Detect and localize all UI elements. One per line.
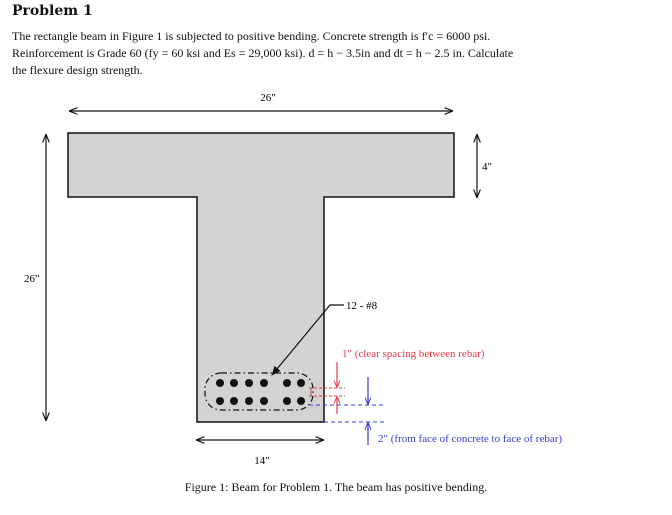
web-width-label: 14" <box>254 455 270 467</box>
rebar <box>216 379 224 387</box>
rebar <box>216 397 224 405</box>
rebar <box>283 397 291 405</box>
flange-width-label: 26" <box>260 92 276 104</box>
statement-line-3: the flexure design strength. <box>12 63 143 77</box>
rebar <box>230 379 238 387</box>
statement-line-1: The rectangle beam in Figure 1 is subjected to positive bending. Concrete strength is f′c = 6000 psi. <box>12 29 491 43</box>
figure-caption: Figure 1: Beam for Problem 1. The beam has positive bending. <box>184 480 488 494</box>
cover-label: 2" (from face of concrete to face of rebar) <box>378 433 563 445</box>
rebar <box>260 379 268 387</box>
problem-title: Problem 1 <box>12 3 93 19</box>
rebar <box>297 379 305 387</box>
rebar <box>297 397 305 405</box>
rebar-label: 12 - #8 <box>346 300 378 312</box>
rebar <box>260 397 268 405</box>
total-height-label: 26" <box>24 273 40 285</box>
rebar <box>245 379 253 387</box>
rebar <box>283 379 291 387</box>
clear-spacing-label: 1" (clear spacing between rebar) <box>342 348 485 360</box>
rebar <box>245 397 253 405</box>
statement-line-2: Reinforcement is Grade 60 (fy = 60 ksi and Es = 29,000 ksi). d = h − 3.5in and dt = h − 2.5 in. Calculate <box>12 46 514 60</box>
rebar <box>230 397 238 405</box>
flange-thickness-label: 4" <box>482 161 492 173</box>
t-beam-section <box>68 133 454 422</box>
